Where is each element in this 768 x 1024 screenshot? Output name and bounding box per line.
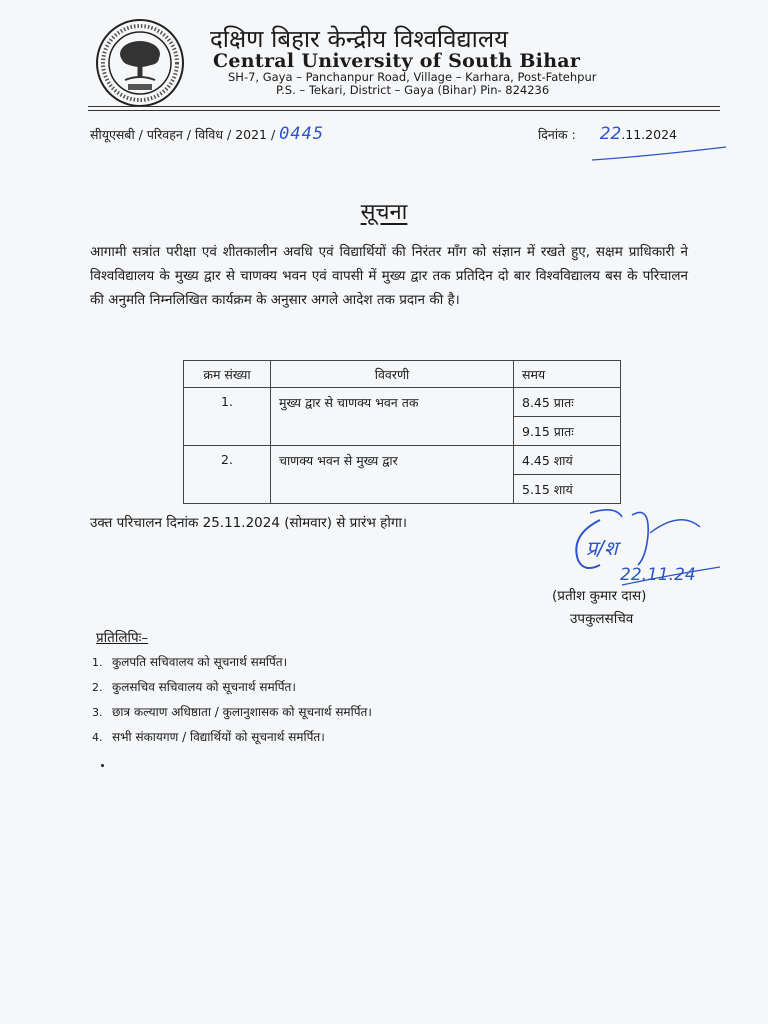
list-item: [92, 702, 372, 727]
list-item: [92, 652, 372, 677]
letterhead-divider: [88, 106, 720, 107]
handwritten-signature-icon: [560, 505, 750, 595]
svg-text:22.11.24: 22.11.24: [620, 565, 696, 585]
list-item-number: 1.: [92, 656, 103, 669]
date-printed-rest: .11.2024: [621, 127, 677, 142]
signatory-designation: उपकुलसचिव: [570, 611, 634, 627]
reference-handwritten: 0445: [279, 124, 325, 144]
list-item: [92, 727, 372, 752]
copy-to-list: [92, 652, 372, 752]
row1-time2: 9.15 प्रातः: [514, 417, 621, 446]
university-name-english: Central University of South Bihar: [213, 50, 581, 72]
university-name-hindi: दक्षिण बिहार केन्द्रीय विश्वविद्यालय: [210, 25, 509, 53]
date-label: दिनांक :: [538, 127, 576, 142]
bus-schedule-table: [183, 360, 621, 504]
svg-text:प्र/श: प्र/श: [586, 536, 618, 560]
list-item-text: कुलपति सचिवालय को सूचनार्थ समर्पित।: [112, 655, 288, 669]
letterhead-divider-thin: [88, 110, 720, 111]
reference-printed: सीयूएसबी / परिवहन / विविध / 2021 /: [90, 127, 276, 142]
notice-title: सूचना: [360, 200, 408, 225]
list-item-number: 4.: [92, 731, 103, 744]
header-details: विवरणी: [271, 361, 514, 388]
address-line-1: SH-7, Gaya – Panchanpur Road, Village – Karhara, Post-Fatehpur: [228, 70, 597, 84]
table-row: [184, 446, 621, 475]
copy-to-heading: प्रतिलिपिः–: [96, 630, 149, 646]
start-date-note: उक्त परिचालन दिनांक 25.11.2024 (सोमवार) से प्रारंभ होगा।: [90, 515, 408, 531]
university-seal-icon: [95, 18, 185, 108]
row1-sno: 1.: [184, 388, 271, 446]
list-item-number: 3.: [92, 706, 103, 719]
pen-stroke-icon: [590, 144, 730, 164]
row2-route: चाणक्य भवन से मुख्य द्वार: [271, 446, 514, 504]
row1-time1: 8.45 प्रातः: [514, 388, 621, 417]
list-item-text: सभी संकायगण / विद्यार्थियों को सूचनार्थ समर्पित।: [112, 730, 325, 744]
reference-number: [90, 124, 324, 144]
row2-time2: 5.15 शायं: [514, 475, 621, 504]
list-item-text: छात्र कल्याण अधिष्ठाता / कुलानुशासक को सूचनार्थ समर्पित।: [112, 705, 372, 719]
list-item-number: 2.: [92, 681, 103, 694]
notice-body: आगामी सत्रांत परीक्षा एवं शीतकालीन अवधि एवं विद्यार्थियों की निरंतर माँग को संज्ञान में रखते हुए, सक्षम प्राधिकारी ने विश्वविद्यालय के मुख्य द्वार से चाणक्य भवन एवं वापसी में मुख्य द्वार तक प्रतिदिन दो बार विश्वविद्यालय बस के परिचालन की अनुमति निम्नलिखित कार्यक्रम के अनुसार अगले आदेश तक प्रदान की है।: [90, 244, 688, 308]
date-handwritten-day: 22: [599, 124, 622, 144]
ink-speck: [101, 764, 104, 767]
signatory-name: (प्रतीश कुमार दास): [552, 588, 647, 604]
header-sno: क्रम संख्या: [184, 361, 271, 388]
table-row: [184, 388, 621, 417]
list-item: [92, 677, 372, 702]
header-time: समय: [514, 361, 621, 388]
row2-time1: 4.45 शायं: [514, 446, 621, 475]
table-header-row: [184, 361, 621, 388]
row2-sno: 2.: [184, 446, 271, 504]
date-line: [538, 124, 677, 144]
list-item-text: कुलसचिव सचिवालय को सूचनार्थ समर्पित।: [112, 680, 296, 694]
row1-route: मुख्य द्वार से चाणक्य भवन तक: [271, 388, 514, 446]
address-line-2: P.S. – Tekari, District – Gaya (Bihar) Pin- 824236: [276, 83, 550, 97]
